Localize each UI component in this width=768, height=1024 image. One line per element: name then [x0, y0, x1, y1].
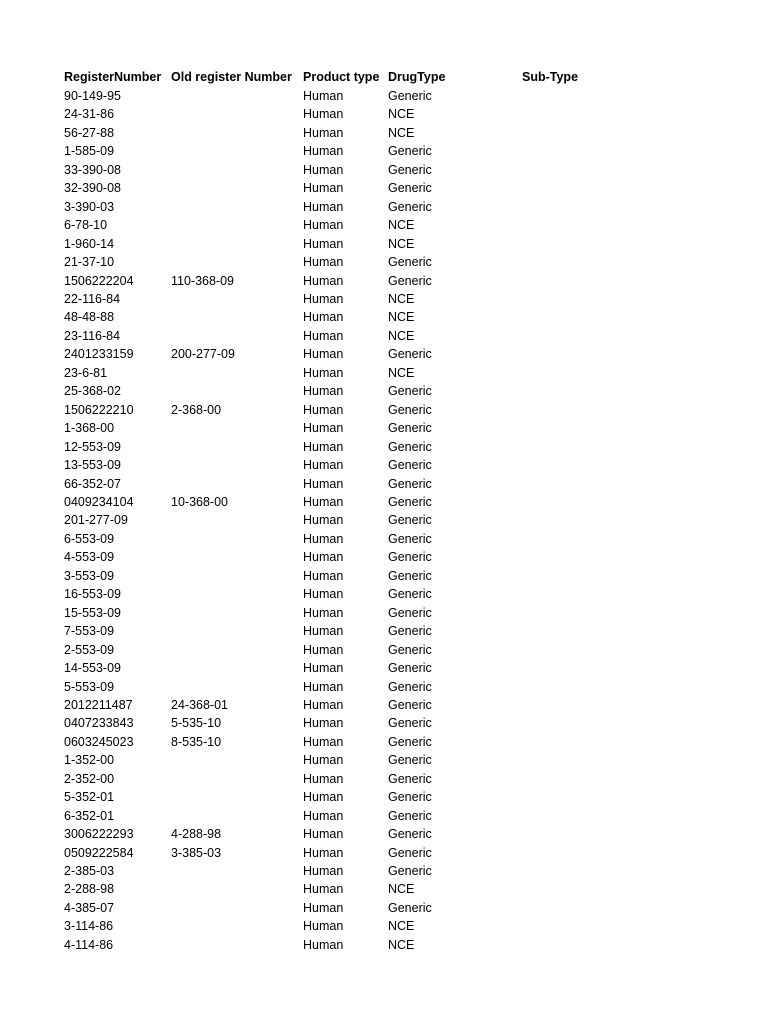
cell-sub-type	[522, 272, 624, 290]
cell-sub-type	[522, 327, 624, 345]
cell-register-number: 201-277-09	[64, 513, 128, 528]
cell-old-register-number	[171, 862, 303, 880]
table-body	[64, 87, 624, 954]
cell-old-register-number	[171, 659, 303, 677]
cell-sub-type	[522, 567, 624, 585]
table-row	[64, 825, 624, 843]
cell-product-type: Human	[303, 421, 344, 436]
table-row	[64, 936, 624, 954]
cell-product-type: Human	[303, 642, 344, 657]
table-row	[64, 419, 624, 437]
cell-register-number: 23-116-84	[64, 328, 121, 343]
cell-old-register-number: 110-368-09	[171, 273, 235, 288]
cell-register-number: 1-960-14	[64, 236, 115, 251]
cell-register-number: 6-352-01	[64, 808, 115, 823]
cell-drug-type: Generic	[388, 624, 432, 639]
cell-sub-type	[522, 807, 624, 825]
cell-register-number: 22-116-84	[64, 291, 121, 306]
cell-register-number: 0407233843	[64, 716, 134, 731]
table-row	[64, 585, 624, 603]
cell-old-register-number	[171, 641, 303, 659]
table-row	[64, 290, 624, 308]
cell-register-number: 2-352-00	[64, 771, 115, 786]
cell-drug-type: Generic	[388, 402, 432, 417]
table-row	[64, 198, 624, 216]
cell-register-number: 12-553-09	[64, 439, 121, 454]
cell-product-type: Human	[303, 494, 344, 509]
cell-register-number: 2012211487	[64, 697, 133, 712]
cell-sub-type	[522, 880, 624, 898]
cell-register-number: 23-6-81	[64, 365, 108, 380]
table-row	[64, 899, 624, 917]
cell-sub-type	[522, 124, 624, 142]
cell-register-number: 0603245023	[64, 734, 134, 749]
cell-old-register-number	[171, 124, 303, 142]
cell-register-number: 5-553-09	[64, 679, 115, 694]
cell-register-number: 15-553-09	[64, 605, 121, 620]
table-row	[64, 438, 624, 456]
cell-old-register-number	[171, 308, 303, 326]
cell-product-type: Human	[303, 605, 344, 620]
cell-product-type: Human	[303, 236, 344, 251]
cell-sub-type	[522, 917, 624, 935]
cell-register-number: 90-149-95	[64, 89, 121, 103]
cell-sub-type	[522, 364, 624, 382]
cell-old-register-number	[171, 936, 303, 954]
header-row	[64, 68, 624, 87]
cell-old-register-number	[171, 604, 303, 622]
cell-register-number: 4-114-86	[64, 937, 114, 952]
table-row	[64, 493, 624, 511]
cell-old-register-number	[171, 142, 303, 160]
cell-old-register-number	[171, 807, 303, 825]
table-row	[64, 401, 624, 419]
cell-register-number: 7-553-09	[64, 624, 115, 639]
cell-sub-type	[522, 770, 624, 788]
cell-drug-type: Generic	[388, 162, 432, 177]
table-row	[64, 272, 624, 290]
cell-register-number: 2-553-09	[64, 642, 115, 657]
cell-register-number: 3-114-86	[64, 919, 114, 934]
cell-drug-type: NCE	[388, 218, 415, 233]
cell-drug-type: Generic	[388, 734, 432, 749]
cell-drug-type: NCE	[388, 919, 415, 934]
cell-product-type: Human	[303, 808, 344, 823]
cell-product-type: Human	[303, 900, 344, 915]
cell-register-number: 3006222293	[64, 827, 134, 842]
cell-old-register-number: 10-368-00	[171, 494, 228, 509]
table-row	[64, 87, 624, 105]
cell-sub-type	[522, 493, 624, 511]
cell-old-register-number: 200-277-09	[171, 347, 235, 362]
cell-drug-type: NCE	[388, 882, 415, 897]
cell-product-type: Human	[303, 937, 344, 952]
cell-drug-type: Generic	[388, 605, 432, 620]
table-row	[64, 235, 624, 253]
cell-old-register-number: 3-385-03	[171, 845, 222, 860]
cell-drug-type: Generic	[388, 642, 432, 657]
cell-old-register-number	[171, 770, 303, 788]
cell-sub-type	[522, 345, 624, 363]
cell-product-type: Human	[303, 587, 344, 602]
cell-register-number: 33-390-08	[64, 162, 121, 177]
cell-product-type: Human	[303, 568, 344, 583]
cell-register-number: 4-553-09	[64, 550, 115, 565]
cell-product-type: Human	[303, 365, 344, 380]
cell-product-type: Human	[303, 531, 344, 546]
cell-old-register-number	[171, 788, 303, 806]
table-row	[64, 678, 624, 696]
cell-drug-type: Generic	[388, 531, 432, 546]
cell-sub-type	[522, 678, 624, 696]
cell-old-register-number	[171, 530, 303, 548]
table-row	[64, 253, 624, 271]
cell-sub-type	[522, 87, 624, 105]
cell-drug-type: Generic	[388, 458, 432, 473]
cell-register-number: 16-553-09	[64, 587, 121, 602]
cell-sub-type	[522, 308, 624, 326]
table-row	[64, 788, 624, 806]
cell-product-type: Human	[303, 125, 344, 140]
cell-drug-type: NCE	[388, 310, 415, 325]
cell-old-register-number	[171, 364, 303, 382]
cell-drug-type: NCE	[388, 937, 415, 952]
cell-old-register-number	[171, 235, 303, 253]
cell-sub-type	[522, 179, 624, 197]
cell-old-register-number	[171, 216, 303, 234]
cell-drug-type: Generic	[388, 808, 432, 823]
cell-sub-type	[522, 862, 624, 880]
cell-product-type: Human	[303, 439, 344, 454]
cell-register-number: 32-390-08	[64, 181, 121, 196]
cell-sub-type	[522, 641, 624, 659]
cell-old-register-number	[171, 198, 303, 216]
table-row	[64, 714, 624, 732]
cell-product-type: Human	[303, 476, 344, 491]
cell-product-type: Human	[303, 255, 344, 270]
cell-old-register-number	[171, 678, 303, 696]
cell-register-number: 1506222210	[64, 402, 134, 417]
cell-product-type: Human	[303, 199, 344, 214]
cell-product-type: Human	[303, 624, 344, 639]
cell-sub-type	[522, 548, 624, 566]
header-sub-type: Sub-Type	[522, 70, 579, 84]
cell-drug-type: Generic	[388, 845, 432, 860]
table-row	[64, 751, 624, 769]
cell-register-number: 3-553-09	[64, 568, 115, 583]
cell-sub-type	[522, 475, 624, 493]
cell-product-type: Human	[303, 661, 344, 676]
cell-sub-type	[522, 622, 624, 640]
cell-old-register-number	[171, 622, 303, 640]
cell-register-number: 6-78-10	[64, 218, 108, 233]
cell-product-type: Human	[303, 89, 344, 103]
cell-product-type: Human	[303, 864, 344, 879]
cell-sub-type	[522, 290, 624, 308]
cell-product-type: Human	[303, 845, 344, 860]
table-row	[64, 475, 624, 493]
header-old-register-number: Old register Number	[171, 70, 292, 84]
cell-product-type: Human	[303, 716, 344, 731]
cell-old-register-number	[171, 475, 303, 493]
cell-register-number: 3-390-03	[64, 199, 115, 214]
cell-drug-type: NCE	[388, 291, 415, 306]
cell-old-register-number	[171, 290, 303, 308]
table-row	[64, 844, 624, 862]
table-row	[64, 161, 624, 179]
cell-old-register-number	[171, 585, 303, 603]
cell-old-register-number	[171, 161, 303, 179]
cell-old-register-number	[171, 548, 303, 566]
cell-drug-type: Generic	[388, 827, 432, 842]
table-row	[64, 880, 624, 898]
cell-sub-type	[522, 659, 624, 677]
table-row	[64, 308, 624, 326]
cell-drug-type: Generic	[388, 273, 432, 288]
cell-sub-type	[522, 382, 624, 400]
table-row	[64, 862, 624, 880]
table-row	[64, 327, 624, 345]
cell-register-number: 14-553-09	[64, 661, 121, 676]
cell-drug-type: Generic	[388, 144, 432, 159]
table-row	[64, 604, 624, 622]
cell-drug-type: Generic	[388, 89, 432, 103]
cell-drug-type: Generic	[388, 494, 432, 509]
cell-old-register-number: 8-535-10	[171, 734, 222, 749]
cell-sub-type	[522, 198, 624, 216]
cell-product-type: Human	[303, 790, 344, 805]
cell-drug-type: Generic	[388, 384, 432, 399]
cell-register-number: 1-352-00	[64, 753, 115, 768]
header-product-type: Product type	[303, 70, 380, 84]
cell-old-register-number	[171, 511, 303, 529]
cell-drug-type: Generic	[388, 661, 432, 676]
cell-drug-type: NCE	[388, 365, 415, 380]
table-row	[64, 456, 624, 474]
cell-old-register-number	[171, 456, 303, 474]
table-row	[64, 216, 624, 234]
cell-drug-type: Generic	[388, 347, 432, 362]
cell-sub-type	[522, 604, 624, 622]
cell-register-number: 0509222584	[64, 845, 134, 860]
cell-register-number: 24-31-86	[64, 107, 115, 122]
cell-sub-type	[522, 438, 624, 456]
cell-product-type: Human	[303, 181, 344, 196]
cell-old-register-number	[171, 419, 303, 437]
table-row	[64, 382, 624, 400]
cell-register-number: 25-368-02	[64, 384, 121, 399]
cell-sub-type	[522, 788, 624, 806]
cell-sub-type	[522, 936, 624, 954]
cell-register-number: 21-37-10	[64, 255, 115, 270]
cell-drug-type: Generic	[388, 587, 432, 602]
cell-drug-type: Generic	[388, 421, 432, 436]
cell-register-number: 0409234104	[64, 494, 134, 509]
cell-sub-type	[522, 161, 624, 179]
cell-register-number: 2-385-03	[64, 864, 115, 879]
cell-sub-type	[522, 733, 624, 751]
cell-old-register-number	[171, 899, 303, 917]
cell-sub-type	[522, 751, 624, 769]
cell-old-register-number: 5-535-10	[171, 716, 222, 731]
cell-product-type: Human	[303, 310, 344, 325]
table-row	[64, 530, 624, 548]
cell-sub-type	[522, 401, 624, 419]
cell-product-type: Human	[303, 679, 344, 694]
cell-register-number: 66-352-07	[64, 476, 121, 491]
table-row	[64, 511, 624, 529]
cell-old-register-number	[171, 880, 303, 898]
cell-drug-type: Generic	[388, 753, 432, 768]
cell-product-type: Human	[303, 347, 344, 362]
cell-drug-type: Generic	[388, 181, 432, 196]
cell-product-type: Human	[303, 734, 344, 749]
cell-register-number: 5-352-01	[64, 790, 115, 805]
cell-old-register-number: 24-368-01	[171, 697, 228, 712]
cell-sub-type	[522, 714, 624, 732]
table-row	[64, 345, 624, 363]
cell-product-type: Human	[303, 273, 344, 288]
cell-product-type: Human	[303, 771, 344, 786]
cell-sub-type	[522, 105, 624, 123]
table-row	[64, 807, 624, 825]
cell-old-register-number	[171, 751, 303, 769]
cell-old-register-number	[171, 438, 303, 456]
table-row	[64, 622, 624, 640]
table-row	[64, 696, 624, 714]
cell-register-number: 1-585-09	[64, 144, 115, 159]
cell-product-type: Human	[303, 218, 344, 233]
cell-sub-type	[522, 899, 624, 917]
cell-old-register-number	[171, 327, 303, 345]
cell-register-number: 2-288-98	[64, 882, 115, 897]
cell-sub-type	[522, 142, 624, 160]
table-row	[64, 364, 624, 382]
table-row	[64, 917, 624, 935]
cell-sub-type	[522, 825, 624, 843]
cell-old-register-number	[171, 253, 303, 271]
table-row	[64, 641, 624, 659]
cell-sub-type	[522, 216, 624, 234]
cell-sub-type	[522, 530, 624, 548]
cell-product-type: Human	[303, 550, 344, 565]
cell-old-register-number	[171, 567, 303, 585]
cell-old-register-number	[171, 105, 303, 123]
cell-register-number: 13-553-09	[64, 458, 121, 473]
register-table	[64, 68, 624, 954]
cell-drug-type: Generic	[388, 550, 432, 565]
table-row	[64, 105, 624, 123]
cell-product-type: Human	[303, 144, 344, 159]
cell-product-type: Human	[303, 162, 344, 177]
cell-product-type: Human	[303, 513, 344, 528]
cell-product-type: Human	[303, 697, 344, 712]
header-register-number: RegisterNumber	[64, 70, 162, 84]
cell-old-register-number: 2-368-00	[171, 402, 222, 417]
table-row	[64, 142, 624, 160]
cell-drug-type: NCE	[388, 125, 415, 140]
cell-drug-type: Generic	[388, 199, 432, 214]
cell-drug-type: NCE	[388, 328, 415, 343]
cell-sub-type	[522, 696, 624, 714]
header-drug-type: DrugType	[388, 70, 446, 84]
cell-old-register-number	[171, 87, 303, 105]
table-row	[64, 733, 624, 751]
table-row	[64, 124, 624, 142]
cell-product-type: Human	[303, 402, 344, 417]
cell-old-register-number	[171, 917, 303, 935]
cell-drug-type: Generic	[388, 476, 432, 491]
cell-drug-type: Generic	[388, 513, 432, 528]
cell-sub-type	[522, 253, 624, 271]
cell-drug-type: NCE	[388, 107, 415, 122]
cell-drug-type: Generic	[388, 439, 432, 454]
cell-drug-type: Generic	[388, 864, 432, 879]
cell-product-type: Human	[303, 107, 344, 122]
cell-register-number: 6-553-09	[64, 531, 115, 546]
cell-product-type: Human	[303, 291, 344, 306]
table-row	[64, 548, 624, 566]
cell-old-register-number: 4-288-98	[171, 827, 222, 842]
cell-register-number: 56-27-88	[64, 125, 115, 140]
cell-product-type: Human	[303, 458, 344, 473]
cell-old-register-number	[171, 179, 303, 197]
cell-product-type: Human	[303, 919, 344, 934]
cell-register-number: 2401233159	[64, 347, 134, 362]
cell-drug-type: NCE	[388, 236, 415, 251]
cell-sub-type	[522, 235, 624, 253]
table-row	[64, 567, 624, 585]
cell-drug-type: Generic	[388, 679, 432, 694]
cell-drug-type: Generic	[388, 900, 432, 915]
table-row	[64, 179, 624, 197]
cell-sub-type	[522, 456, 624, 474]
cell-sub-type	[522, 419, 624, 437]
table-row	[64, 659, 624, 677]
cell-old-register-number	[171, 382, 303, 400]
cell-register-number: 1506222204	[64, 273, 134, 288]
table-row	[64, 770, 624, 788]
cell-product-type: Human	[303, 827, 344, 842]
cell-product-type: Human	[303, 753, 344, 768]
cell-drug-type: Generic	[388, 771, 432, 786]
cell-drug-type: Generic	[388, 790, 432, 805]
cell-product-type: Human	[303, 328, 344, 343]
cell-register-number: 48-48-88	[64, 310, 115, 325]
cell-register-number: 1-368-00	[64, 421, 115, 436]
cell-drug-type: Generic	[388, 568, 432, 583]
cell-product-type: Human	[303, 384, 344, 399]
cell-sub-type	[522, 844, 624, 862]
cell-sub-type	[522, 511, 624, 529]
cell-sub-type	[522, 585, 624, 603]
cell-register-number: 4-385-07	[64, 900, 115, 915]
cell-drug-type: Generic	[388, 697, 432, 712]
cell-product-type: Human	[303, 882, 344, 897]
cell-drug-type: Generic	[388, 255, 432, 270]
spreadsheet-page	[64, 68, 704, 954]
cell-drug-type: Generic	[388, 716, 432, 731]
